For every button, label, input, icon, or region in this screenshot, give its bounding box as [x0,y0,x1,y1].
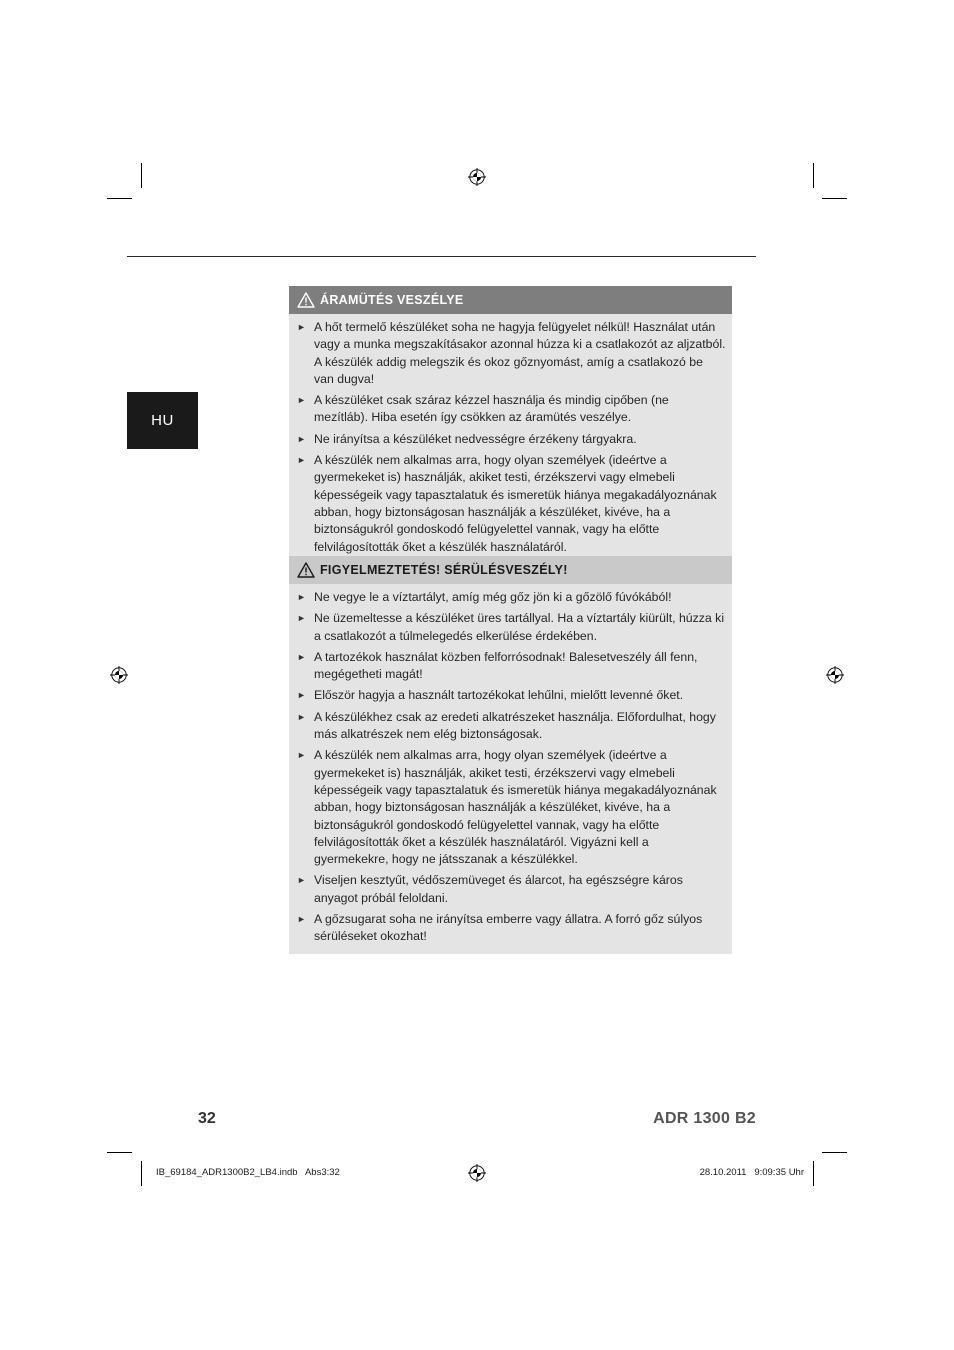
warning-box-header [289,556,732,584]
warning-list [289,584,732,954]
registration-mark-icon [468,168,486,186]
model-name: ADR 1300 B2 [653,1110,756,1127]
warning-box-header [289,286,732,314]
list-item: ► Ne üzemeltesse a készüléket üres tartállyal. Ha a víztartály kiürült, húzza ki a csatlakozót a túlmelegedés elkerülése érdekében. [297,611,725,643]
arrow-right-icon: ► [297,433,306,444]
list-item: ► Viseljen kesztyűt, védőszemüveget és álarcot, ha egészségre káros anyagot próbál feloldani. [297,873,683,905]
arrow-right-icon: ► [297,750,306,761]
arrow-right-icon: ► [297,613,306,624]
list-item: ► A készüléket csak száraz kézzel használja és mindig cipőben (ne mezítláb). Hiba esetén így csökken az áramütés veszélye. [297,393,669,425]
warning-box-electric-shock [289,286,732,564]
warning-triangle-icon [297,562,315,578]
warning-box-title: FIGYELMEZTETÉS! SÉRÜLÉSVESZÉLY! [320,563,568,577]
list-item: ► A gőzsugarat soha ne irányítsa emberre vagy állatra. A forró gőz súlyos sérüléseket okozhat! [297,912,703,944]
list-item: ► A hőt termelő készüléket soha ne hagyja felügyelet nélkül! Használat után vagy a munka megszakításakor azonnal húzza ki a csatlakozót az aljzatból. A készülék addig melegszik és okoz gőznyomást, amíg a csatlakozó be van dugva! [297,320,726,386]
arrow-right-icon: ► [297,914,306,925]
header-rule [127,256,756,257]
list-item: ► A készülékhez csak az eredeti alkatrészeket használja. Előfordulhat, hogy más alkatrészek nem elég biztonságosak. [297,709,716,742]
crop-mark [107,198,132,199]
crop-mark [813,163,814,188]
warning-box-injury [289,556,732,954]
crop-mark [813,1161,814,1186]
crop-mark [107,1152,132,1153]
language-label: HU [151,412,174,429]
crop-mark [822,198,847,199]
crop-mark [822,1152,847,1153]
page-number: 32 [198,1110,216,1127]
list-item: ► A tartozékok használat közben felforrósodnak! Balesetveszély áll fenn, megégetheti magát! [297,649,698,682]
list-item: ► A készülék nem alkalmas arra, hogy olyan személyek (ideértve a gyermekeket is) használják, akiket testi, érzékszervi vagy elmebeli képességeik vagy tapasztalatuk és ismeretük hiánya megakadályoznának abban, hogy biztonságosan használják a készüléket, kivéve, ha a biztonságukról gondoskodó felügyelettel vannak, vagy ha előtte felvilágosították őket a készülék használatáról. Vigyázni kell a gyermekekre, hogy ne játsszanak a készülékkel. [297,748,717,867]
print-slug-date: 28.10.2011 9:09:35 Uhr [699,1167,804,1178]
registration-mark-icon [468,1164,486,1182]
warning-triangle-icon [297,292,315,308]
registration-mark-icon [110,666,128,684]
arrow-right-icon: ► [297,875,306,886]
arrow-right-icon: ► [297,455,306,466]
list-item: ► Ne irányítsa a készüléket nedvességre érzékeny tárgyakra. [297,431,726,448]
crop-mark [141,163,142,188]
arrow-right-icon: ► [297,651,306,662]
arrow-right-icon: ► [297,711,306,722]
arrow-right-icon: ► [297,395,306,406]
list-item: ► Ne vegye le a víztartályt, amíg még gőz jön ki a gőzölő fúvókából! [297,589,726,606]
list-item: ► Először hagyja a használt tartozékokat lehűlni, mielőtt levenné őket. [297,687,726,704]
print-slug-file: IB_69184_ADR1300B2_LB4.indb Abs3:32 [156,1167,340,1178]
list-item: ► A készülék nem alkalmas arra, hogy olyan személyek (ideértve a gyermekeket is) használják, akiket testi, érzékszervi vagy elmebeli képességeik vagy tapasztalatuk és ismeretük hiánya megakadályoznának abban, hogy biztonságosan használják a készüléket, kivéve, ha a biztonságukról gondoskodó felügyelettel vannak, vagy ha előtte felvilágosították őket a készülék használatáról. [297,453,717,554]
arrow-right-icon: ► [297,322,306,332]
language-tab [127,392,198,449]
registration-mark-icon [826,666,844,684]
warning-box-title: ÁRAMÜTÉS VESZÉLYE [320,293,464,307]
crop-mark [141,1161,142,1186]
arrow-right-icon: ► [297,690,306,701]
arrow-right-icon: ► [297,592,306,602]
warning-list [289,314,732,564]
